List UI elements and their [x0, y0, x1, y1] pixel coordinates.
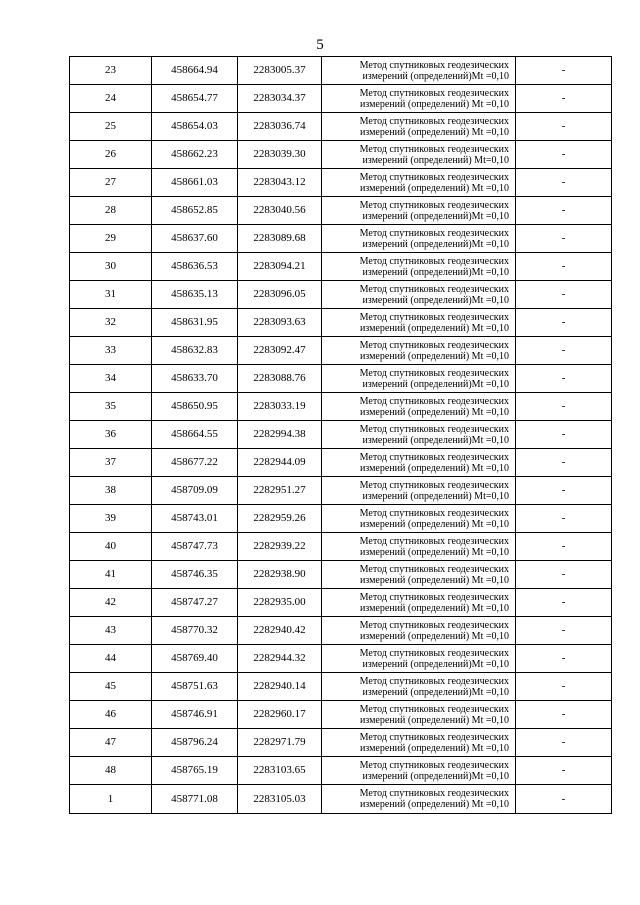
note-cell: - — [516, 729, 612, 757]
y-coordinate: 2283040.56 — [238, 197, 322, 225]
note-cell: - — [516, 421, 612, 449]
note-cell: - — [516, 309, 612, 337]
note-cell: - — [516, 253, 612, 281]
point-number: 23 — [70, 57, 152, 85]
y-coordinate: 2283096.05 — [238, 281, 322, 309]
coordinates-table-body — [70, 57, 612, 814]
table-row — [70, 281, 612, 309]
x-coordinate: 458709.09 — [152, 477, 238, 505]
method-line-1: Метод спутниковых геодезических — [359, 339, 509, 351]
x-coordinate: 458664.94 — [152, 57, 238, 85]
method-cell — [322, 589, 516, 617]
method-line-1: Метод спутниковых геодезических — [359, 591, 509, 603]
method-line-1: Метод спутниковых геодезических — [359, 395, 509, 407]
table-row — [70, 141, 612, 169]
note-cell: - — [516, 757, 612, 785]
note-cell: - — [516, 281, 612, 309]
note-cell: - — [516, 141, 612, 169]
y-coordinate: 2282944.09 — [238, 449, 322, 477]
method-line-2: измерений (определений)Mt =0,10 — [362, 434, 509, 446]
point-number: 36 — [70, 421, 152, 449]
y-coordinate: 2283093.63 — [238, 309, 322, 337]
x-coordinate: 458632.83 — [152, 337, 238, 365]
point-number: 48 — [70, 757, 152, 785]
x-coordinate: 458654.03 — [152, 113, 238, 141]
point-number: 38 — [70, 477, 152, 505]
point-number: 27 — [70, 169, 152, 197]
coordinates-table — [69, 56, 612, 814]
x-coordinate: 458654.77 — [152, 85, 238, 113]
note-cell: - — [516, 449, 612, 477]
note-cell: - — [516, 673, 612, 701]
y-coordinate: 2283094.21 — [238, 253, 322, 281]
method-line-1: Метод спутниковых геодезических — [359, 563, 509, 575]
x-coordinate: 458636.53 — [152, 253, 238, 281]
method-cell — [322, 701, 516, 729]
note-cell: - — [516, 393, 612, 421]
method-line-2: измерений (определений) Mt =0,10 — [359, 714, 509, 726]
note-cell: - — [516, 561, 612, 589]
point-number: 45 — [70, 673, 152, 701]
method-cell — [322, 253, 516, 281]
table-row — [70, 197, 612, 225]
method-line-1: Метод спутниковых геодезических — [359, 367, 509, 379]
method-line-2: измерений (определений) Mt=0,10 — [362, 154, 509, 166]
method-line-1: Метод спутниковых геодезических — [359, 87, 509, 99]
method-line-1: Метод спутниковых геодезических — [359, 619, 509, 631]
method-cell — [322, 533, 516, 561]
y-coordinate: 2283039.30 — [238, 141, 322, 169]
table-row — [70, 589, 612, 617]
table-row — [70, 729, 612, 757]
method-line-1: Метод спутниковых геодезических — [359, 507, 509, 519]
y-coordinate: 2283089.68 — [238, 225, 322, 253]
method-cell — [322, 617, 516, 645]
x-coordinate: 458637.60 — [152, 225, 238, 253]
point-number: 31 — [70, 281, 152, 309]
point-number: 30 — [70, 253, 152, 281]
table-row — [70, 505, 612, 533]
method-line-1: Метод спутниковых геодезических — [359, 703, 509, 715]
method-cell — [322, 785, 516, 814]
method-line-1: Метод спутниковых геодезических — [359, 227, 509, 239]
x-coordinate: 458631.95 — [152, 309, 238, 337]
y-coordinate: 2283088.76 — [238, 365, 322, 393]
method-cell — [322, 505, 516, 533]
x-coordinate: 458796.24 — [152, 729, 238, 757]
method-cell — [322, 113, 516, 141]
method-line-1: Метод спутниковых геодезических — [359, 115, 509, 127]
method-line-2: измерений (определений)Mt =0,10 — [362, 70, 509, 82]
method-cell — [322, 673, 516, 701]
table-row — [70, 561, 612, 589]
x-coordinate: 458765.19 — [152, 757, 238, 785]
method-cell — [322, 309, 516, 337]
x-coordinate: 458771.08 — [152, 785, 238, 814]
x-coordinate: 458635.13 — [152, 281, 238, 309]
table-row — [70, 617, 612, 645]
table-row — [70, 225, 612, 253]
method-line-2: измерений (определений) Mt =0,10 — [359, 406, 509, 418]
method-cell — [322, 169, 516, 197]
method-line-2: измерений (определений)Mt =0,10 — [362, 686, 509, 698]
point-number: 33 — [70, 337, 152, 365]
method-line-1: Метод спутниковых геодезических — [359, 283, 509, 295]
point-number: 39 — [70, 505, 152, 533]
method-line-1: Метод спутниковых геодезических — [359, 59, 509, 71]
table-row — [70, 57, 612, 85]
method-line-2: измерений (определений)Mt =0,10 — [362, 266, 509, 278]
method-line-2: измерений (определений) Mt =0,10 — [359, 574, 509, 586]
method-line-1: Метод спутниковых геодезических — [359, 311, 509, 323]
method-line-2: измерений (определений) Mt =0,10 — [359, 322, 509, 334]
note-cell: - — [516, 113, 612, 141]
x-coordinate: 458746.35 — [152, 561, 238, 589]
y-coordinate: 2282940.42 — [238, 617, 322, 645]
method-line-2: измерений (определений) Mt=0,10 — [362, 490, 509, 502]
point-number: 40 — [70, 533, 152, 561]
y-coordinate: 2282938.90 — [238, 561, 322, 589]
method-cell — [322, 197, 516, 225]
table-row — [70, 449, 612, 477]
method-cell — [322, 561, 516, 589]
y-coordinate: 2283005.37 — [238, 57, 322, 85]
point-number: 1 — [70, 785, 152, 814]
method-cell — [322, 393, 516, 421]
method-line-2: измерений (определений)Mt =0,10 — [362, 294, 509, 306]
point-number: 24 — [70, 85, 152, 113]
table-row — [70, 533, 612, 561]
page-number: 5 — [316, 37, 324, 53]
x-coordinate: 458661.03 — [152, 169, 238, 197]
method-line-2: измерений (определений) Mt =0,10 — [359, 546, 509, 558]
x-coordinate: 458664.55 — [152, 421, 238, 449]
method-line-2: измерений (определений) Mt =0,10 — [359, 182, 509, 194]
point-number: 46 — [70, 701, 152, 729]
y-coordinate: 2282960.17 — [238, 701, 322, 729]
method-line-2: измерений (определений) Mt =0,10 — [359, 518, 509, 530]
x-coordinate: 458770.32 — [152, 617, 238, 645]
y-coordinate: 2283034.37 — [238, 85, 322, 113]
point-number: 35 — [70, 393, 152, 421]
method-line-1: Метод спутниковых геодезических — [359, 423, 509, 435]
note-cell: - — [516, 365, 612, 393]
table-row — [70, 757, 612, 785]
method-line-2: измерений (определений) Mt =0,10 — [359, 602, 509, 614]
method-line-2: измерений (определений)Mt =0,10 — [362, 210, 509, 222]
note-cell: - — [516, 477, 612, 505]
note-cell: - — [516, 85, 612, 113]
point-number: 25 — [70, 113, 152, 141]
note-cell: - — [516, 617, 612, 645]
method-line-2: измерений (определений)Mt =0,10 — [362, 770, 509, 782]
point-number: 26 — [70, 141, 152, 169]
table-row — [70, 253, 612, 281]
method-line-1: Метод спутниковых геодезических — [359, 451, 509, 463]
method-cell — [322, 421, 516, 449]
note-cell: - — [516, 785, 612, 814]
y-coordinate: 2282951.27 — [238, 477, 322, 505]
x-coordinate: 458747.27 — [152, 589, 238, 617]
table-row — [70, 85, 612, 113]
table-row — [70, 477, 612, 505]
x-coordinate: 458743.01 — [152, 505, 238, 533]
note-cell: - — [516, 701, 612, 729]
method-cell — [322, 757, 516, 785]
method-line-2: измерений (определений)Mt =0,10 — [362, 238, 509, 250]
method-line-2: измерений (определений) Mt =0,10 — [359, 126, 509, 138]
table-row — [70, 393, 612, 421]
table-row — [70, 673, 612, 701]
point-number: 37 — [70, 449, 152, 477]
method-line-1: Метод спутниковых геодезических — [359, 647, 509, 659]
y-coordinate: 2283092.47 — [238, 337, 322, 365]
x-coordinate: 458662.23 — [152, 141, 238, 169]
method-line-2: измерений (определений) Mt =0,10 — [359, 350, 509, 362]
point-number: 29 — [70, 225, 152, 253]
method-line-1: Метод спутниковых геодезических — [359, 479, 509, 491]
method-line-1: Метод спутниковых геодезических — [359, 731, 509, 743]
y-coordinate: 2282959.26 — [238, 505, 322, 533]
y-coordinate: 2282940.14 — [238, 673, 322, 701]
note-cell: - — [516, 505, 612, 533]
method-cell — [322, 645, 516, 673]
x-coordinate: 458650.95 — [152, 393, 238, 421]
note-cell: - — [516, 589, 612, 617]
point-number: 42 — [70, 589, 152, 617]
method-line-1: Метод спутниковых геодезических — [359, 199, 509, 211]
table-row — [70, 421, 612, 449]
y-coordinate: 2283043.12 — [238, 169, 322, 197]
x-coordinate: 458747.73 — [152, 533, 238, 561]
x-coordinate: 458769.40 — [152, 645, 238, 673]
x-coordinate: 458751.63 — [152, 673, 238, 701]
point-number: 34 — [70, 365, 152, 393]
method-line-1: Метод спутниковых геодезических — [359, 171, 509, 183]
method-line-2: измерений (определений)Mt =0,10 — [362, 658, 509, 670]
method-line-1: Метод спутниковых геодезических — [359, 675, 509, 687]
point-number: 43 — [70, 617, 152, 645]
method-line-2: измерений (определений) Mt =0,10 — [359, 98, 509, 110]
table-row — [70, 701, 612, 729]
method-line-2: измерений (определений) Mt =0,10 — [359, 799, 509, 810]
method-cell — [322, 729, 516, 757]
x-coordinate: 458633.70 — [152, 365, 238, 393]
note-cell: - — [516, 533, 612, 561]
method-line-2: измерений (определений) Mt =0,10 — [359, 630, 509, 642]
y-coordinate: 2283105.03 — [238, 785, 322, 814]
x-coordinate: 458677.22 — [152, 449, 238, 477]
table-row — [70, 169, 612, 197]
x-coordinate: 458652.85 — [152, 197, 238, 225]
table-row — [70, 365, 612, 393]
y-coordinate: 2283033.19 — [238, 393, 322, 421]
method-cell — [322, 477, 516, 505]
y-coordinate: 2282944.32 — [238, 645, 322, 673]
method-line-1: Метод спутниковых геодезических — [359, 143, 509, 155]
method-cell — [322, 281, 516, 309]
method-line-1: Метод спутниковых геодезических — [359, 759, 509, 771]
table-row — [70, 645, 612, 673]
method-cell — [322, 365, 516, 393]
table-row — [70, 309, 612, 337]
point-number: 41 — [70, 561, 152, 589]
method-line-1: Метод спутниковых геодезических — [359, 255, 509, 267]
method-cell — [322, 141, 516, 169]
x-coordinate: 458746.91 — [152, 701, 238, 729]
note-cell: - — [516, 225, 612, 253]
note-cell: - — [516, 169, 612, 197]
y-coordinate: 2282971.79 — [238, 729, 322, 757]
table-row — [70, 337, 612, 365]
method-line-1: Метод спутниковых геодезических — [359, 535, 509, 547]
y-coordinate: 2282994.38 — [238, 421, 322, 449]
y-coordinate: 2282939.22 — [238, 533, 322, 561]
point-number: 28 — [70, 197, 152, 225]
note-cell: - — [516, 337, 612, 365]
note-cell: - — [516, 57, 612, 85]
method-line-2: измерений (определений) Mt =0,10 — [359, 742, 509, 754]
y-coordinate: 2283103.65 — [238, 757, 322, 785]
method-cell — [322, 57, 516, 85]
method-cell — [322, 225, 516, 253]
method-cell — [322, 85, 516, 113]
table-row — [70, 113, 612, 141]
note-cell: - — [516, 197, 612, 225]
method-line-2: измерений (определений)Mt =0,10 — [362, 378, 509, 390]
method-cell — [322, 449, 516, 477]
point-number: 32 — [70, 309, 152, 337]
y-coordinate: 2282935.00 — [238, 589, 322, 617]
method-line-2: измерений (определений) Mt =0,10 — [359, 462, 509, 474]
point-number: 47 — [70, 729, 152, 757]
method-line-1: Метод спутниковых геодезических — [359, 788, 509, 799]
y-coordinate: 2283036.74 — [238, 113, 322, 141]
method-cell — [322, 337, 516, 365]
table-row — [70, 785, 612, 814]
note-cell: - — [516, 645, 612, 673]
point-number: 44 — [70, 645, 152, 673]
